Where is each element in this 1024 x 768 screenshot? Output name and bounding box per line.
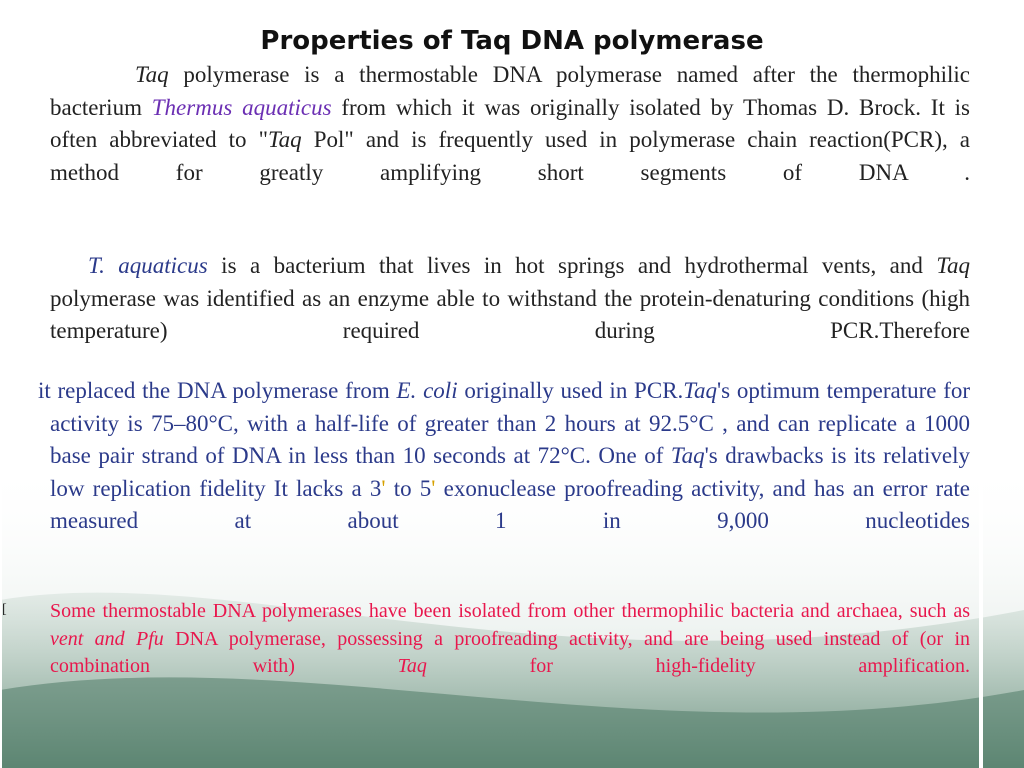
prime-mark: ' bbox=[381, 475, 386, 501]
species-short-name: T. aquaticus bbox=[88, 253, 208, 278]
ecoli-term: E. coli bbox=[396, 378, 458, 403]
properties-text-3: 's optimum temperature for activity is 75–80°C, with a half-life of greater than 2 hours at 92.5°C , and can replicate a 1000 base pair strand of DNA in less than 10 seconds at 72°C. One of bbox=[50, 378, 971, 468]
species-name: Thermus aquaticus bbox=[151, 94, 332, 120]
properties-text-6: exonuclease proofreading activity, and has an error rate measured at about 1 in 9,000 nucleotides bbox=[50, 475, 970, 533]
intro-text-2: from which it was originally isolated by Thomas D. Brock. It is often abbreviated to " bbox=[50, 94, 970, 152]
note-text-3: for high-fidelity amplification. bbox=[426, 655, 970, 677]
enzyme-names: vent and Pfu bbox=[50, 627, 164, 650]
properties-text-5: to 5 bbox=[385, 475, 432, 501]
paragraph-taq-intro bbox=[50, 59, 970, 222]
taq-term: Taq bbox=[683, 378, 717, 403]
properties-text-2: originally used in PCR. bbox=[457, 378, 684, 403]
paragraph-other-polymerases bbox=[2, 598, 970, 708]
note-text-2: DNA polymerase, possessing a proofreading activity, and are being used instead of (or in combination with) bbox=[50, 627, 970, 677]
bullet-marker: [ bbox=[2, 602, 7, 617]
intro-text-3: Pol" and is frequently used in polymerase chain reaction(PCR), a method for greatly amplifying short segments of DNA . bbox=[50, 127, 970, 185]
taq-term: Taq bbox=[135, 62, 169, 87]
paragraph-t-aquaticus bbox=[50, 250, 970, 380]
taq-term: Taq bbox=[267, 127, 302, 152]
taq-term: Taq bbox=[397, 655, 427, 677]
prime-mark: ' bbox=[431, 475, 436, 501]
aquaticus-text-2: polymerase was identified as an enzyme able to withstand the protein-denaturing conditions (high temperature) required during PCR.Therefore bbox=[50, 285, 970, 343]
note-text-1: Some thermostable DNA polymerases have been isolated from other thermophilic bacteria and archaea, such as bbox=[50, 600, 970, 622]
aquaticus-text-1: is a bacterium that lives in hot springs and hydrothermal vents, and bbox=[207, 253, 937, 278]
properties-text-1: it replaced the DNA polymerase from bbox=[38, 378, 397, 403]
taq-term: Taq bbox=[670, 443, 705, 468]
properties-text-4: 's drawbacks is its relatively low replication fidelity It lacks a 3 bbox=[50, 443, 970, 501]
paragraph-properties bbox=[38, 375, 971, 570]
taq-term: Taq bbox=[936, 253, 970, 278]
intro-text-1: polymerase is a thermostable DNA polymerase named after the thermophilic bacterium bbox=[50, 62, 970, 120]
slide-title: Properties of Taq DNA polymerase bbox=[260, 26, 764, 57]
